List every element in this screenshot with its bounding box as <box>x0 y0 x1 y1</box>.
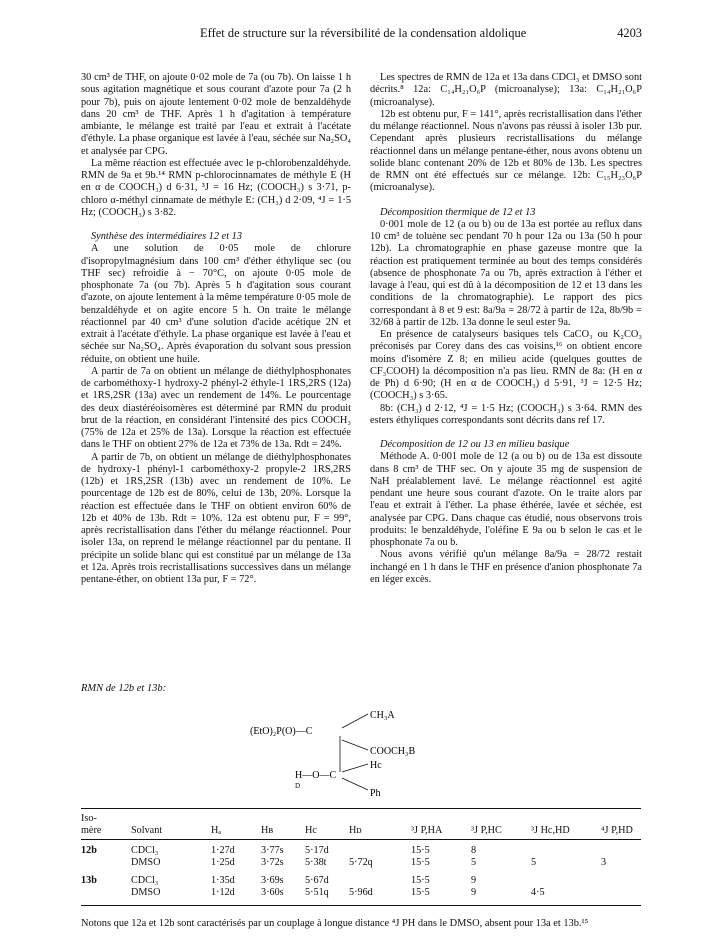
structure-ho: H—O—C <box>295 770 337 781</box>
paragraph: 8b: (CH₃) d 2·12, ⁴J = 1·5 Hz; (COOCH₃) s 3·64. RMN des esters éthyliques correspondants sont décrits dans ref 17. <box>370 402 642 426</box>
table-cell: 5 <box>471 857 477 868</box>
table-cell: 5 <box>531 857 537 868</box>
table-cell: CDCl₃ <box>131 875 159 886</box>
paragraph-gap <box>81 219 351 231</box>
table-cell: 5·51q <box>305 887 329 898</box>
structure-ph: Ph <box>370 788 381 799</box>
rmn-table <box>81 808 641 909</box>
structure-ch3: CH₃A <box>370 710 395 721</box>
table-header-isomer: Iso- <box>81 813 97 824</box>
table-header-cell: ³J P,HC <box>471 825 502 836</box>
table-cell: DMSO <box>131 887 161 898</box>
page-number: 4203 <box>617 26 642 40</box>
table-cell: 5·38t <box>305 857 327 868</box>
table-cell: 3 <box>601 857 607 868</box>
table-header-cell: Hᴅ <box>349 825 362 836</box>
table-cell: DMSO <box>131 857 161 868</box>
structure-hc: Hc <box>370 760 382 771</box>
paragraph: 12b est obtenu pur, F = 141°, après recristallisation dans l'éther du mélange réactionnel. Nous n'avons pas réussi à isoler 13b pur. Cependant après plusieurs recristallisations du mélange réactionnel dans un mélange pentane-éther, nous avons obtenu un solide blanc contenant 20% de 12b et 80% de 13b. Les spectres de RMN ont été effectués sur ce mélange. 12b: C₁₅H₂₃O₆P (microanalyse). <box>370 108 642 194</box>
paragraph: La même réaction est effectuée avec le p-chlorobenzaldéhyde. RMN de 9a et 9b.¹⁴ RMN p-chlorocinnamates de méthyle E (H en α de COOCH₃) d 6·31, ³J = 16 Hz; (COOCH₃) s 3·71, p-chloro α-méthyl cinnamate de méthyle E: (CH₃) d 2·09, ⁴J = 1·5 Hz; (COOCH₃) s 3·82. <box>81 157 351 218</box>
table-header-rule <box>81 839 641 840</box>
table-cell: 3·72s <box>261 857 284 868</box>
structure-cooch3: COOCH₃B <box>370 746 416 757</box>
table-header-cell: Hₐ <box>211 825 222 836</box>
table-cell: 9 <box>471 875 477 886</box>
table-cell: 15·5 <box>411 857 430 868</box>
paragraph: 30 cm³ de THF, on ajoute 0·02 mole de 7a (ou 7b). On laisse 1 h sous agitation magnétique et sous courant d'azote pour 7a (2 h pour 7b), puis on ajoute lentement 0·02 mole de benzaldéhyde dans 20 cm³ de THF. Après 1 h d'agitation à température ambiante, le mélange est traité par l'eau et extrait à l'acétate d'éthyle. La phase organique est lavée à l'eau, séchée sur Na₂SO₄ et analysée par CPG. <box>81 72 351 157</box>
right-column <box>370 72 642 586</box>
running-header <box>78 26 642 42</box>
rmn-caption: RMN de 12b et 13b: <box>81 683 167 694</box>
paragraph: Les spectres de RMN de 12a et 13a dans CDCl₃ et DMSO sont décrits.⁸ 12a: C₁₄H₂₁O₆P (microanalyse); 13a: C₁₄H₂₁O₆P (microanalyse). <box>370 72 642 108</box>
table-cell: 15·5 <box>411 887 430 898</box>
running-title: Effet de structure sur la réversibilité de la condensation aldolique <box>200 26 527 40</box>
table-header-cell: ³J Hc,HD <box>531 825 570 836</box>
table-header-cell: Hc <box>305 825 317 836</box>
paragraph: Méthode A. 0·001 mole de 12 (a ou b) ou de 13a est dissoute dans 8 cm³ de THF sec. On y ajoute 35 mg de suspension de NaH préalablement lavé. Le mélange réactionnel est agité pendant une heure sous courant d'azote. On le traite alors par l'eau et extrait à l'éther. La phase éthérée, lavée et séchée, est analysée par CPG. Dans chaque cas étudié, nous observons trois produits: le benzaldéhyde, l'oléfine E 9a ou b selon le cas et le phosphonate 7a ou b. <box>370 451 642 548</box>
paragraph: A partir de 7b, on obtient un mélange de diéthylphosphonates de hydroxy-1 phényl-1 carbométhoxy-2 propyle-2 1RS,2RS (12b) et 1RS,2SR (13b) avec un rendement de 10%. Le pourcentage de 12b est de 80%, celui de 13b, 20%. Lorsque la réaction est effectuée dans le THF on obtient environ 60% de 12b et 40% de 13b. Rdt = 10%. 12a est obtenu pur, F = 99°, après recristallisation dans l'éther du mélange réactionnel. Pour isoler 13a, on reprend le mélange réactionnel par du pentane. Il précipite un solide blanc qui est constitué par un mélange de 13a et 12a. Après trois recristallisations successives dans un mélange pentane-éther, on obtient 13a pur, F = 72°. <box>81 451 351 585</box>
table-cell: 13b <box>81 875 97 886</box>
table-cell: CDCl₃ <box>131 845 159 856</box>
table-cell: 1·12d <box>211 887 235 898</box>
table-header-cell: Hʙ <box>261 825 274 836</box>
table-cell: 4·5 <box>531 887 545 898</box>
table-cell: 9 <box>471 887 477 898</box>
table-body <box>81 809 641 909</box>
table-cell: 3·60s <box>261 887 284 898</box>
table-cell: 1·27d <box>211 845 235 856</box>
table-cell: 15·5 <box>411 875 430 886</box>
table-cell: 8 <box>471 845 477 856</box>
left-column <box>81 72 351 586</box>
table-cell: 12b <box>81 845 97 856</box>
table-cell: 3·77s <box>261 845 284 856</box>
table-cell: 5·96d <box>349 887 373 898</box>
table-cell: 1·25d <box>211 857 235 868</box>
paragraph-gap <box>370 427 642 439</box>
table-header-cell: ⁴J P,HD <box>601 825 633 836</box>
table-cell: 5·67d <box>305 875 329 886</box>
table-cell: 1·35d <box>211 875 235 886</box>
table-header-isomer: mère <box>81 825 102 836</box>
paragraph-gap <box>370 195 642 207</box>
table-header-cell: Solvant <box>131 825 163 836</box>
paragraph: 0·001 mole de 12 (a ou b) ou de 13a est portée au reflux dans 10 cm³ de toluène sec pendant 70 h pour 12a ou 13a (50 h pour 12b). La chromatographie en phase gazeuse montre que la réaction est pratiquement terminée au bout des temps considérés (absence de phosphonate 7a ou 7b, après extraction à l'éther et lavage à l'eau, qui est dû à la décomposition de 12 et 13 dans les conditions de la chromatographie). Le rapport des pics correspondant à 8 et 9 est: 8a/9a = 28/72 à partir de 12a, 8b/9b = 32/68 à partir de 12b. 13a donne le seul ester 9a. <box>370 218 642 328</box>
paragraph: A une solution de 0·05 mole de chlorure d'isopropylmagnésium dans 100 cm³ d'éther éthylique sec (ou THF sec) refroidie à − 70°C, on ajoute 0·05 mole de phosphonate 7a (ou 7b). Après 5 h d'agitation sous courant d'azote, on ajoute lentement à la même température 0·05 mole de benzaldéhyde et on agite encore 5 h. On traite le mélange réactionnel par 40 cm³ d'une solution d'acide acétique 2N et extrait à l'acétate d'éthyle. La phase organique est lavée à l'eau et séchée sur Na₂SO₄. Après évaporation du solvant sous pression réduite, on obtient une huile. <box>81 243 351 365</box>
table-cell: 5·72q <box>349 857 373 868</box>
structure-hd: D <box>295 782 301 790</box>
table-cell: 5·17d <box>305 845 329 856</box>
section-heading: Décomposition thermique de 12 et 13 <box>380 206 536 218</box>
table-cell: 3·69s <box>261 875 284 886</box>
footnote-note: Notons que 12a et 12b sont caractérisés par un couplage à longue distance ⁴J PH dans le DMSO, absent pour 13a et 13b.¹⁵ <box>81 918 589 929</box>
table-bottom-rule <box>81 905 641 906</box>
paragraph: A partir de 7a on obtient un mélange de diéthylphosphonates de carbométhoxy-1 hydroxy-2 phényl-2 éthyle-1 1RS,2RS (12a) et 1RS,2SR (13a) avec un rendement de 14%. Le pourcentage des deux diastéréoisomères est déterminé par RMN du produit brut de la réaction, en considérant l'intensité des pics COOCH₃ (75% de 12a et 25% de 13a). Lorsque la réaction est effectuée dans le THF on obtient 27% de 12a et 73% de 13a. Rdt = 24%. <box>81 365 351 451</box>
table-header-cell: ³J P,HA <box>411 825 443 836</box>
paragraph: Nous avons vérifié qu'un mélange 8a/9a = 28/72 restait inchangé en 1 h dans le THF en présence d'anion phosphonate 7a en léger excès. <box>370 549 642 585</box>
paragraph: En présence de catalyseurs basiques tels CaCO₃ ou K₂CO₃ préconisés par Corey dans des cas voisins,¹⁶ on obtient encore moins d'isomère Z 8; en milieu acide (quelques gouttes de CF₃COOH) la décomposition n'a pas lieu. RMN de 8a: (H en α de Ph) d 6·90; (H en α de COOCH₃) d 5·91, ³J = 12·5 Hz; (COOCH₃) s 3·65. <box>370 329 642 402</box>
structure-phosphonate-group: (EtO)₂P(O)—C <box>250 726 313 737</box>
chemical-structure <box>250 710 470 800</box>
table-cell: 15·5 <box>411 845 430 856</box>
section-heading: Synthèse des intermédiaires 12 et 13 <box>91 231 243 242</box>
section-heading: Décomposition de 12 ou 13 en milieu basique <box>380 439 570 450</box>
